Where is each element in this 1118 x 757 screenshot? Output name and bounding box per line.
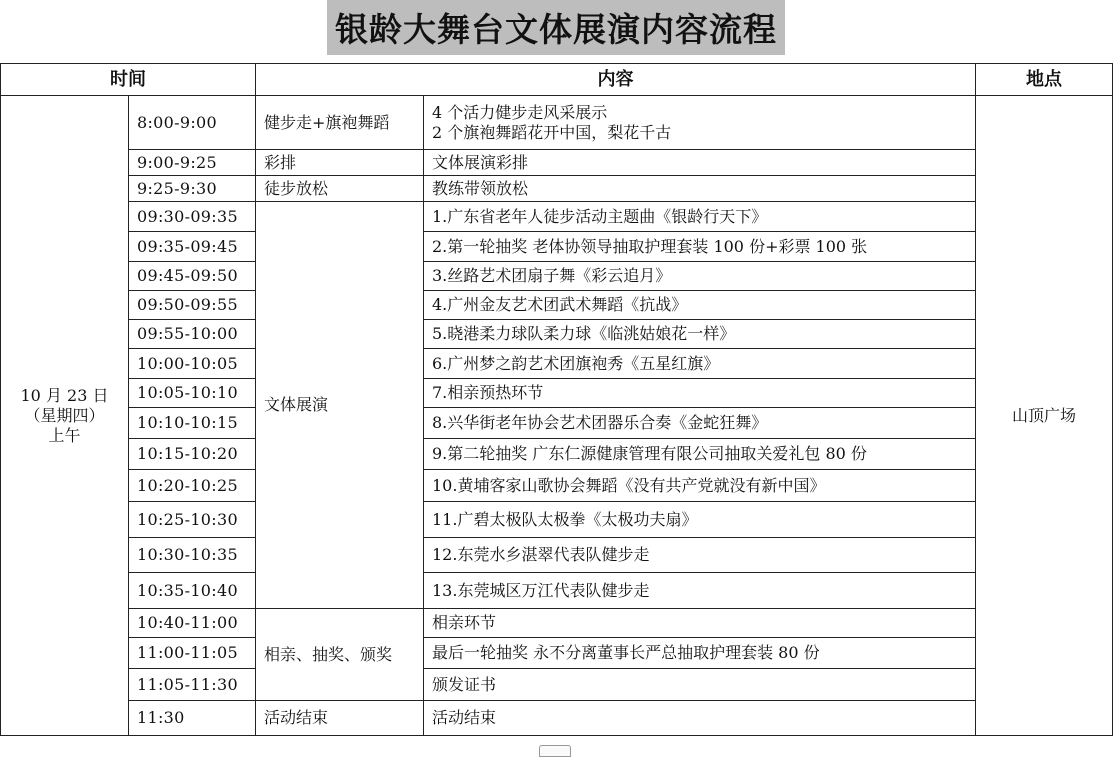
section-cell: 彩排 (256, 150, 424, 176)
section-cell: 徒步放松 (256, 176, 424, 202)
detail-cell: 颁发证书 (424, 669, 976, 701)
table-row (1, 701, 1113, 736)
detail-cell: 5.晓港柔力球队柔力球《临洮姑娘花一样》 (424, 320, 976, 349)
time-cell: 8:00-9:00 (129, 96, 256, 150)
section-cell: 健步走+旗袍舞蹈 (256, 96, 424, 150)
detail-cell: 12.东莞水乡湛翠代表队健步走 (424, 538, 976, 573)
detail-cell: 相亲环节 (424, 609, 976, 638)
weekday-line: （星期四） (24, 405, 105, 425)
place-cell: 山顶广场 (976, 96, 1113, 736)
section-cell: 文体展演 (256, 202, 424, 609)
table-row (1, 609, 1113, 638)
section-cell: 活动结束 (256, 701, 424, 736)
table-row (1, 538, 1113, 573)
date-cell (1, 96, 129, 736)
header-time: 时间 (1, 64, 256, 96)
section-cell: 相亲、抽奖、颁奖 (256, 609, 424, 701)
detail-cell: 7.相亲预热环节 (424, 379, 976, 408)
time-cell: 9:00-9:25 (129, 150, 256, 176)
table-row (1, 439, 1113, 470)
detail-cell: 11.广碧太极队太极拳《太极功夫扇》 (424, 502, 976, 538)
table-row (1, 408, 1113, 439)
detail-cell: 2.第一轮抽奖 老体协领导抽取护理套装 100 份+彩票 100 张 (424, 232, 976, 262)
detail-cell: 文体展演彩排 (424, 150, 976, 176)
time-cell: 10:40-11:00 (129, 609, 256, 638)
detail-cell: 教练带领放松 (424, 176, 976, 202)
table-row (1, 202, 1113, 232)
table-row (1, 502, 1113, 538)
detail-cell (424, 96, 976, 150)
detail-cell: 活动结束 (424, 701, 976, 736)
table-row (1, 150, 1113, 176)
header-content: 内容 (256, 64, 976, 96)
table-row (1, 232, 1113, 262)
time-cell: 11:00-11:05 (129, 638, 256, 669)
table-row (1, 638, 1113, 669)
time-cell: 10:35-10:40 (129, 573, 256, 609)
time-cell: 10:00-10:05 (129, 349, 256, 379)
table-row (1, 96, 1113, 150)
time-cell: 10:25-10:30 (129, 502, 256, 538)
detail-line: 4 个活力健步走风采展示 (432, 102, 608, 122)
title-highlight (327, 0, 785, 55)
time-cell: 10:30-10:35 (129, 538, 256, 573)
detail-cell: 8.兴华街老年协会艺术团器乐合奏《金蛇狂舞》 (424, 408, 976, 439)
detail-line: 2 个旗袍舞蹈花开中国，梨花千古 (432, 122, 672, 142)
time-cell: 09:35-09:45 (129, 232, 256, 262)
table-row (1, 470, 1113, 502)
schedule-table (0, 63, 1113, 736)
detail-cell: 13.东莞城区万江代表队健步走 (424, 573, 976, 609)
detail-cell: 最后一轮抽奖 永不分离董事长严总抽取护理套装 80 份 (424, 638, 976, 669)
table-row (1, 379, 1113, 408)
header-place: 地点 (976, 64, 1113, 96)
table-row (1, 669, 1113, 701)
detail-cell: 4.广州金友艺术团武术舞蹈《抗战》 (424, 291, 976, 320)
detail-cell: 3.丝路艺术团扇子舞《彩云追月》 (424, 262, 976, 291)
time-cell: 09:45-09:50 (129, 262, 256, 291)
table-row (1, 291, 1113, 320)
table-row (1, 262, 1113, 291)
time-cell: 11:05-11:30 (129, 669, 256, 701)
detail-cell: 9.第二轮抽奖 广东仁源健康管理有限公司抽取关爱礼包 80 份 (424, 439, 976, 470)
time-cell: 10:05-10:10 (129, 379, 256, 408)
date-line: 10 月 23 日 (20, 385, 109, 405)
period-line: 上午 (48, 425, 81, 445)
time-cell: 09:50-09:55 (129, 291, 256, 320)
page-scroll-handle[interactable] (539, 745, 571, 757)
time-cell: 9:25-9:30 (129, 176, 256, 202)
table-row (1, 320, 1113, 349)
time-cell: 10:10-10:15 (129, 408, 256, 439)
table-row (1, 573, 1113, 609)
time-cell: 11:30 (129, 701, 256, 736)
document-title: 银龄大舞台文体展演内容流程 (335, 10, 777, 49)
time-cell: 10:15-10:20 (129, 439, 256, 470)
time-cell: 09:30-09:35 (129, 202, 256, 232)
detail-cell: 10.黄埔客家山歌协会舞蹈《没有共产党就没有新中国》 (424, 470, 976, 502)
header-row (1, 64, 1113, 96)
table-row (1, 176, 1113, 202)
time-cell: 09:55-10:00 (129, 320, 256, 349)
detail-cell: 6.广州梦之韵艺术团旗袍秀《五星红旗》 (424, 349, 976, 379)
table-row (1, 349, 1113, 379)
time-cell: 10:20-10:25 (129, 470, 256, 502)
detail-cell: 1.广东省老年人徒步活动主题曲《银龄行天下》 (424, 202, 976, 232)
